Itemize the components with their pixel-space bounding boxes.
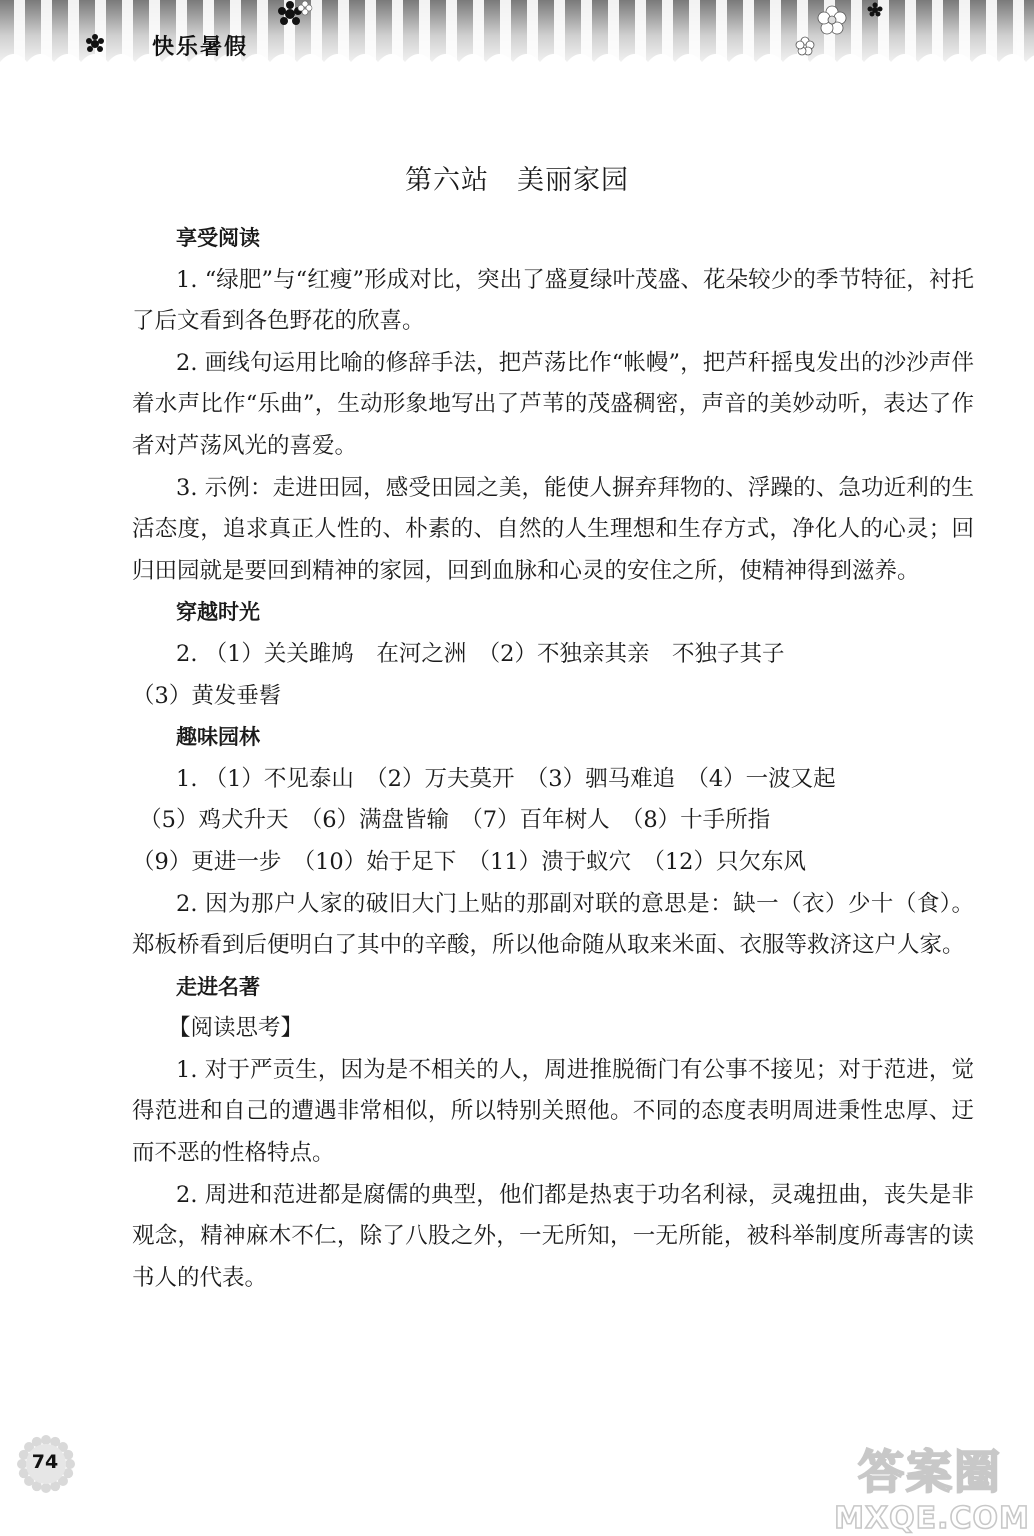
section-title-reading: 享受阅读 bbox=[176, 226, 260, 250]
header-stripe bbox=[986, 0, 997, 60]
chapter-title: 第六站 美丽家园 bbox=[405, 165, 629, 196]
header-stripe bbox=[365, 0, 376, 60]
answer-line: 1. （1）不见泰山 （2）万夫莫开 （3）驷马难追 （4）一波又起 bbox=[176, 765, 836, 792]
answer-paragraph: 1. “绿肥”与“红瘦”形成对比，突出了盛夏绿叶茂盛、花朵较少的季节特征，衬托了后文看到各色野花的欣喜。 bbox=[132, 266, 974, 335]
header-stripe bbox=[716, 0, 727, 60]
subsection-title: 【阅读思考】 bbox=[168, 1015, 304, 1042]
header-stripe bbox=[284, 0, 295, 60]
header-stripe bbox=[635, 0, 646, 60]
header-stripe bbox=[311, 0, 322, 60]
answer-content bbox=[132, 218, 974, 1299]
header-stripe bbox=[1013, 0, 1024, 60]
header-stripe bbox=[851, 0, 862, 60]
watermark-logo bbox=[830, 1440, 1030, 1536]
header-stripe bbox=[959, 0, 970, 60]
header-stripe bbox=[257, 0, 268, 60]
header-stripe bbox=[338, 0, 349, 60]
header-stripe bbox=[905, 0, 916, 60]
section-title-classics: 走进名著 bbox=[176, 974, 260, 999]
answer-line: （3）黄发垂髫 bbox=[132, 682, 282, 709]
header-stripe bbox=[932, 0, 943, 60]
watermark-url: MXQE.COM bbox=[834, 1501, 1030, 1536]
header-stripe bbox=[122, 0, 133, 60]
page-number: 74 bbox=[31, 1451, 59, 1473]
header-stripe bbox=[419, 0, 430, 60]
answer-line: （5）鸡犬升天 （6）满盘皆输 （7）百年树人 （8）十手所指 bbox=[132, 807, 771, 834]
answer-paragraph: 2. 画线句运用比喻的修辞手法，把芦荡比作“帐幔”，把芦秆摇曳发出的沙沙声伴着水声比作“乐曲”，生动形象地写出了芦苇的茂盛稠密，声音的美妙动听，表达了作者对芦荡风光的喜爱。 bbox=[132, 349, 974, 459]
header-title: 快乐暑假 bbox=[152, 35, 249, 60]
header-stripe bbox=[554, 0, 565, 60]
header-stripe bbox=[446, 0, 457, 60]
header-stripe bbox=[14, 0, 25, 60]
header-stripe bbox=[473, 0, 484, 60]
header-stripe bbox=[500, 0, 511, 60]
header-stripe bbox=[581, 0, 592, 60]
header-stripe bbox=[41, 0, 52, 60]
answer-paragraph: 2. 周进和范进都是腐儒的典型，他们都是热衷于功名利禄，灵魂扭曲，丧失是非观念，精神麻木不仁，除了八股之外，一无所知，一无所能，被科举制度所毒害的读书人的代表。 bbox=[132, 1181, 974, 1291]
answer-line: （9）更进一步 （10）始于足下 （11）溃于蚁穴 （12）只欠东风 bbox=[132, 848, 806, 875]
page-header bbox=[0, 0, 1034, 80]
header-stripe bbox=[770, 0, 781, 60]
answer-paragraph: 1. 对于严贡生，因为是不相关的人，周进推脱衙门有公事不接见；对于范进，觉得范进和自己的遭遇非常相似，所以特别关照他。不同的态度表明周进秉性忠厚、迂而不恶的性格特点。 bbox=[132, 1056, 974, 1167]
answer-paragraph: 2. 因为那户人家的破旧大门上贴的那副对联的意思是：缺一（衣）少十（食）。郑板桥看到后便明白了其中的辛酸，所以他命随从取来米面、衣服等救济这户人家。 bbox=[132, 890, 974, 959]
header-stripe bbox=[608, 0, 619, 60]
header-stripe bbox=[662, 0, 673, 60]
watermark-text: 答案圈 bbox=[858, 1445, 1002, 1499]
answer-paragraph: 3. 示例：走进田园，感受田园之美，能使人摒弃拜物的、浮躁的、急功近利的生活态度，追求真正人性的、朴素的、自然的人生理想和生存方式，净化人的心灵；回归田园就是要回到精神的家园，回到血脉和心灵的安住之所，使精神得到滋养。 bbox=[132, 474, 974, 584]
section-title-time: 穿越时光 bbox=[176, 600, 260, 625]
header-stripe bbox=[743, 0, 754, 60]
section-title-garden: 趣味园林 bbox=[176, 725, 260, 750]
answer-line: 2. （1）关关雎鸠 在河之洲 （2）不独亲其亲 不独子其子 bbox=[176, 640, 785, 667]
header-stripe bbox=[392, 0, 403, 60]
header-stripe bbox=[689, 0, 700, 60]
header-stripe bbox=[68, 0, 79, 60]
header-stripe bbox=[527, 0, 538, 60]
